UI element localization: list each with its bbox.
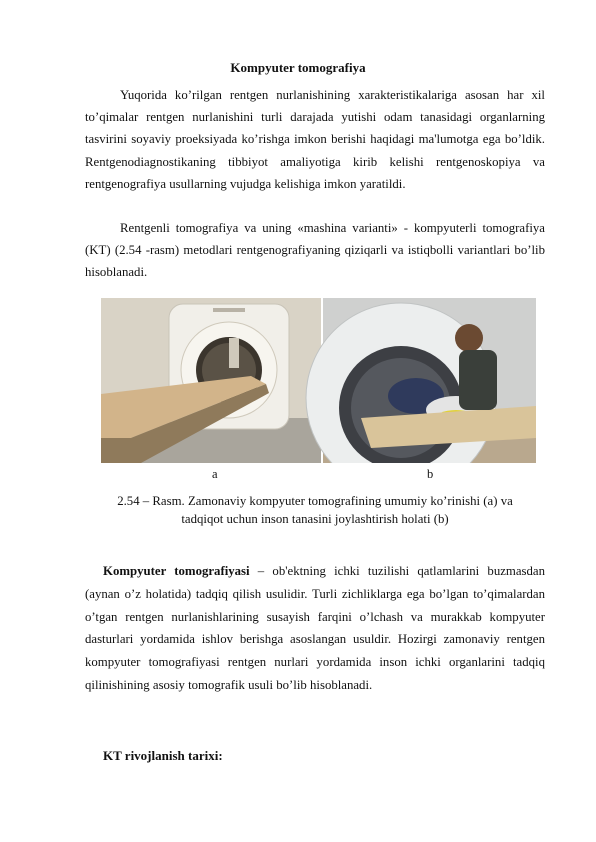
intro-paragraph: Yuqorida ko’rilgan rentgen nurlanishining xarakteristikalariga asosan har xil to’qimalar rentgen nurlanishini turli darajada yutishi odam tanasidagi organlarning tasvirini soyaviy proeksiyada ko’rishga imkon berishi haqidagi ma'lumotga ega bo’ldik. Rentgenodiagnostikaning tibbiyot amaliyotiga kirib kelishi rentgenoskopiya va rentgenografiya usullarning vujudga kelishiga imkon yaratildi. [85, 88, 545, 191]
history-heading: KT rivojlanish tarixi: [103, 748, 223, 763]
ct-paragraph: Rentgenli tomografiya va uning «mashina varianti» - kompyuterli tomografiya (KT) (2.54 -rasm) metodlari rentgenografiyaning qiziqarli va istiqbolli variantlari bo’lib hisoblanadi. [85, 221, 545, 280]
ct-scanner-photo [101, 298, 536, 463]
caption-line-1: 2.54 – Rasm. Zamonaviy kompyuter tomografining umumiy ko’rinishi (a) va [117, 494, 513, 508]
ct-scanner-illustration [101, 298, 536, 463]
definition-text: – ob'ektning ichki tuzilishi qatlamlarini buzmasdan (aynan o’z holatida) tadqiq qilish usulidir. Turli zichliklarga ega bo’lgan to’qimalardan o’tgan rentgen nurlanishlarining susayish farqini o’lchash va murakkab kompyuter dasturlari yordamida ishlov berishga asoslangan usuldir. Hozirgi zamonaviy rentgen kompyuter tomografiyasi rentgen nurlari yordamida inson ichki organlarini tadqiq qilinishining asosiy tomografik usuli bo’lib hisoblanadi. [85, 564, 545, 692]
figure-label-b: b [427, 467, 434, 481]
figure-caption [85, 492, 545, 528]
definition-term: Kompyuter tomografiyasi [103, 564, 250, 578]
page-title: Kompyuter tomografiya [230, 60, 366, 75]
definition-paragraph [85, 560, 545, 697]
caption-line-2: tadqiqot uchun inson tanasini joylashtirish holati (b) [181, 512, 449, 526]
figure-label-a: a [212, 467, 218, 481]
